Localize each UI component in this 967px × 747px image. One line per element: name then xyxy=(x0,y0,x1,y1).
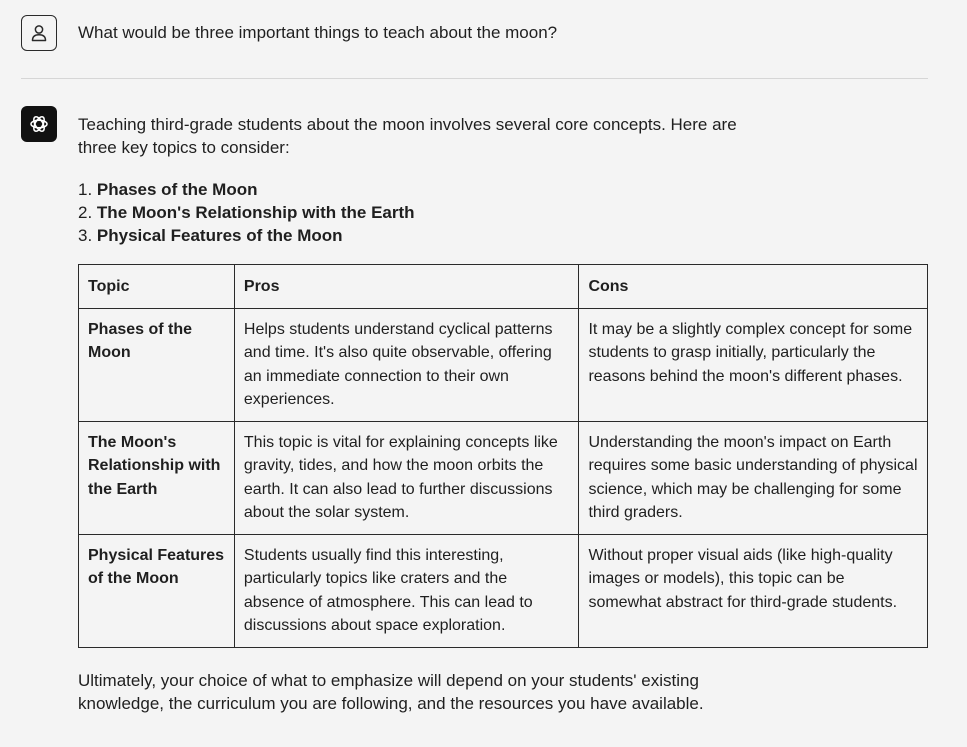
list-item-text: The Moon's Relationship with the Earth xyxy=(96,203,415,222)
header-cons: Cons xyxy=(579,265,928,309)
cell-cons: It may be a slightly complex concept for some students to grasp initially, particularly the reasons behind the moon's different phases. xyxy=(579,308,928,421)
cell-topic: The Moon's Relationship with the Earth xyxy=(79,421,235,534)
comparison-table xyxy=(78,264,928,648)
openai-logo-icon xyxy=(27,112,51,136)
cell-topic: Phases of the Moon xyxy=(79,308,235,421)
list-item-number: 2. xyxy=(78,203,93,222)
table-row xyxy=(79,534,928,647)
message-divider xyxy=(21,78,928,79)
header-pros: Pros xyxy=(234,265,579,309)
user-message: What would be three important things to teach about the moon? xyxy=(78,23,558,42)
table-row xyxy=(79,308,928,421)
list-item-text: Physical Features of the Moon xyxy=(96,226,343,245)
header-topic: Topic xyxy=(79,265,235,309)
list-item xyxy=(78,178,928,201)
table-header-row xyxy=(79,265,928,309)
user-avatar xyxy=(21,15,57,51)
cell-pros: Helps students understand cyclical patterns and time. It's also quite observable, offering an immediate connection to their own experiences. xyxy=(234,308,579,421)
list-item xyxy=(78,224,928,247)
table-row xyxy=(79,421,928,534)
topic-list xyxy=(78,178,928,247)
answer-outro: Ultimately, your choice of what to emphasize will depend on your students' existing knowledge, the curriculum you are following, and the resources you have available. xyxy=(78,670,704,713)
cell-cons: Understanding the moon's impact on Earth requires some basic understanding of physical science, which may be challenging for some third graders. xyxy=(579,421,928,534)
cell-topic: Physical Features of the Moon xyxy=(79,534,235,647)
list-item xyxy=(78,201,928,224)
assistant-avatar xyxy=(21,106,57,142)
cell-pros: Students usually find this interesting, particularly topics like craters and the absence of atmosphere. This can lead to discussions about space exploration. xyxy=(234,534,579,647)
cell-cons: Without proper visual aids (like high-quality images or models), this topic can be somewhat abstract for third-grade students. xyxy=(579,534,928,647)
user-icon xyxy=(29,23,49,43)
assistant-message xyxy=(78,113,928,715)
list-item-text: Phases of the Moon xyxy=(96,180,258,199)
list-item-number: 3. xyxy=(78,226,93,245)
cell-pros: This topic is vital for explaining concepts like gravity, tides, and how the moon orbits the earth. It can also lead to further discussions about the solar system. xyxy=(234,421,579,534)
list-item-number: 1. xyxy=(78,180,93,199)
answer-intro: Teaching third-grade students about the moon involves several core concepts. Here are three key topics to consider: xyxy=(78,115,737,157)
